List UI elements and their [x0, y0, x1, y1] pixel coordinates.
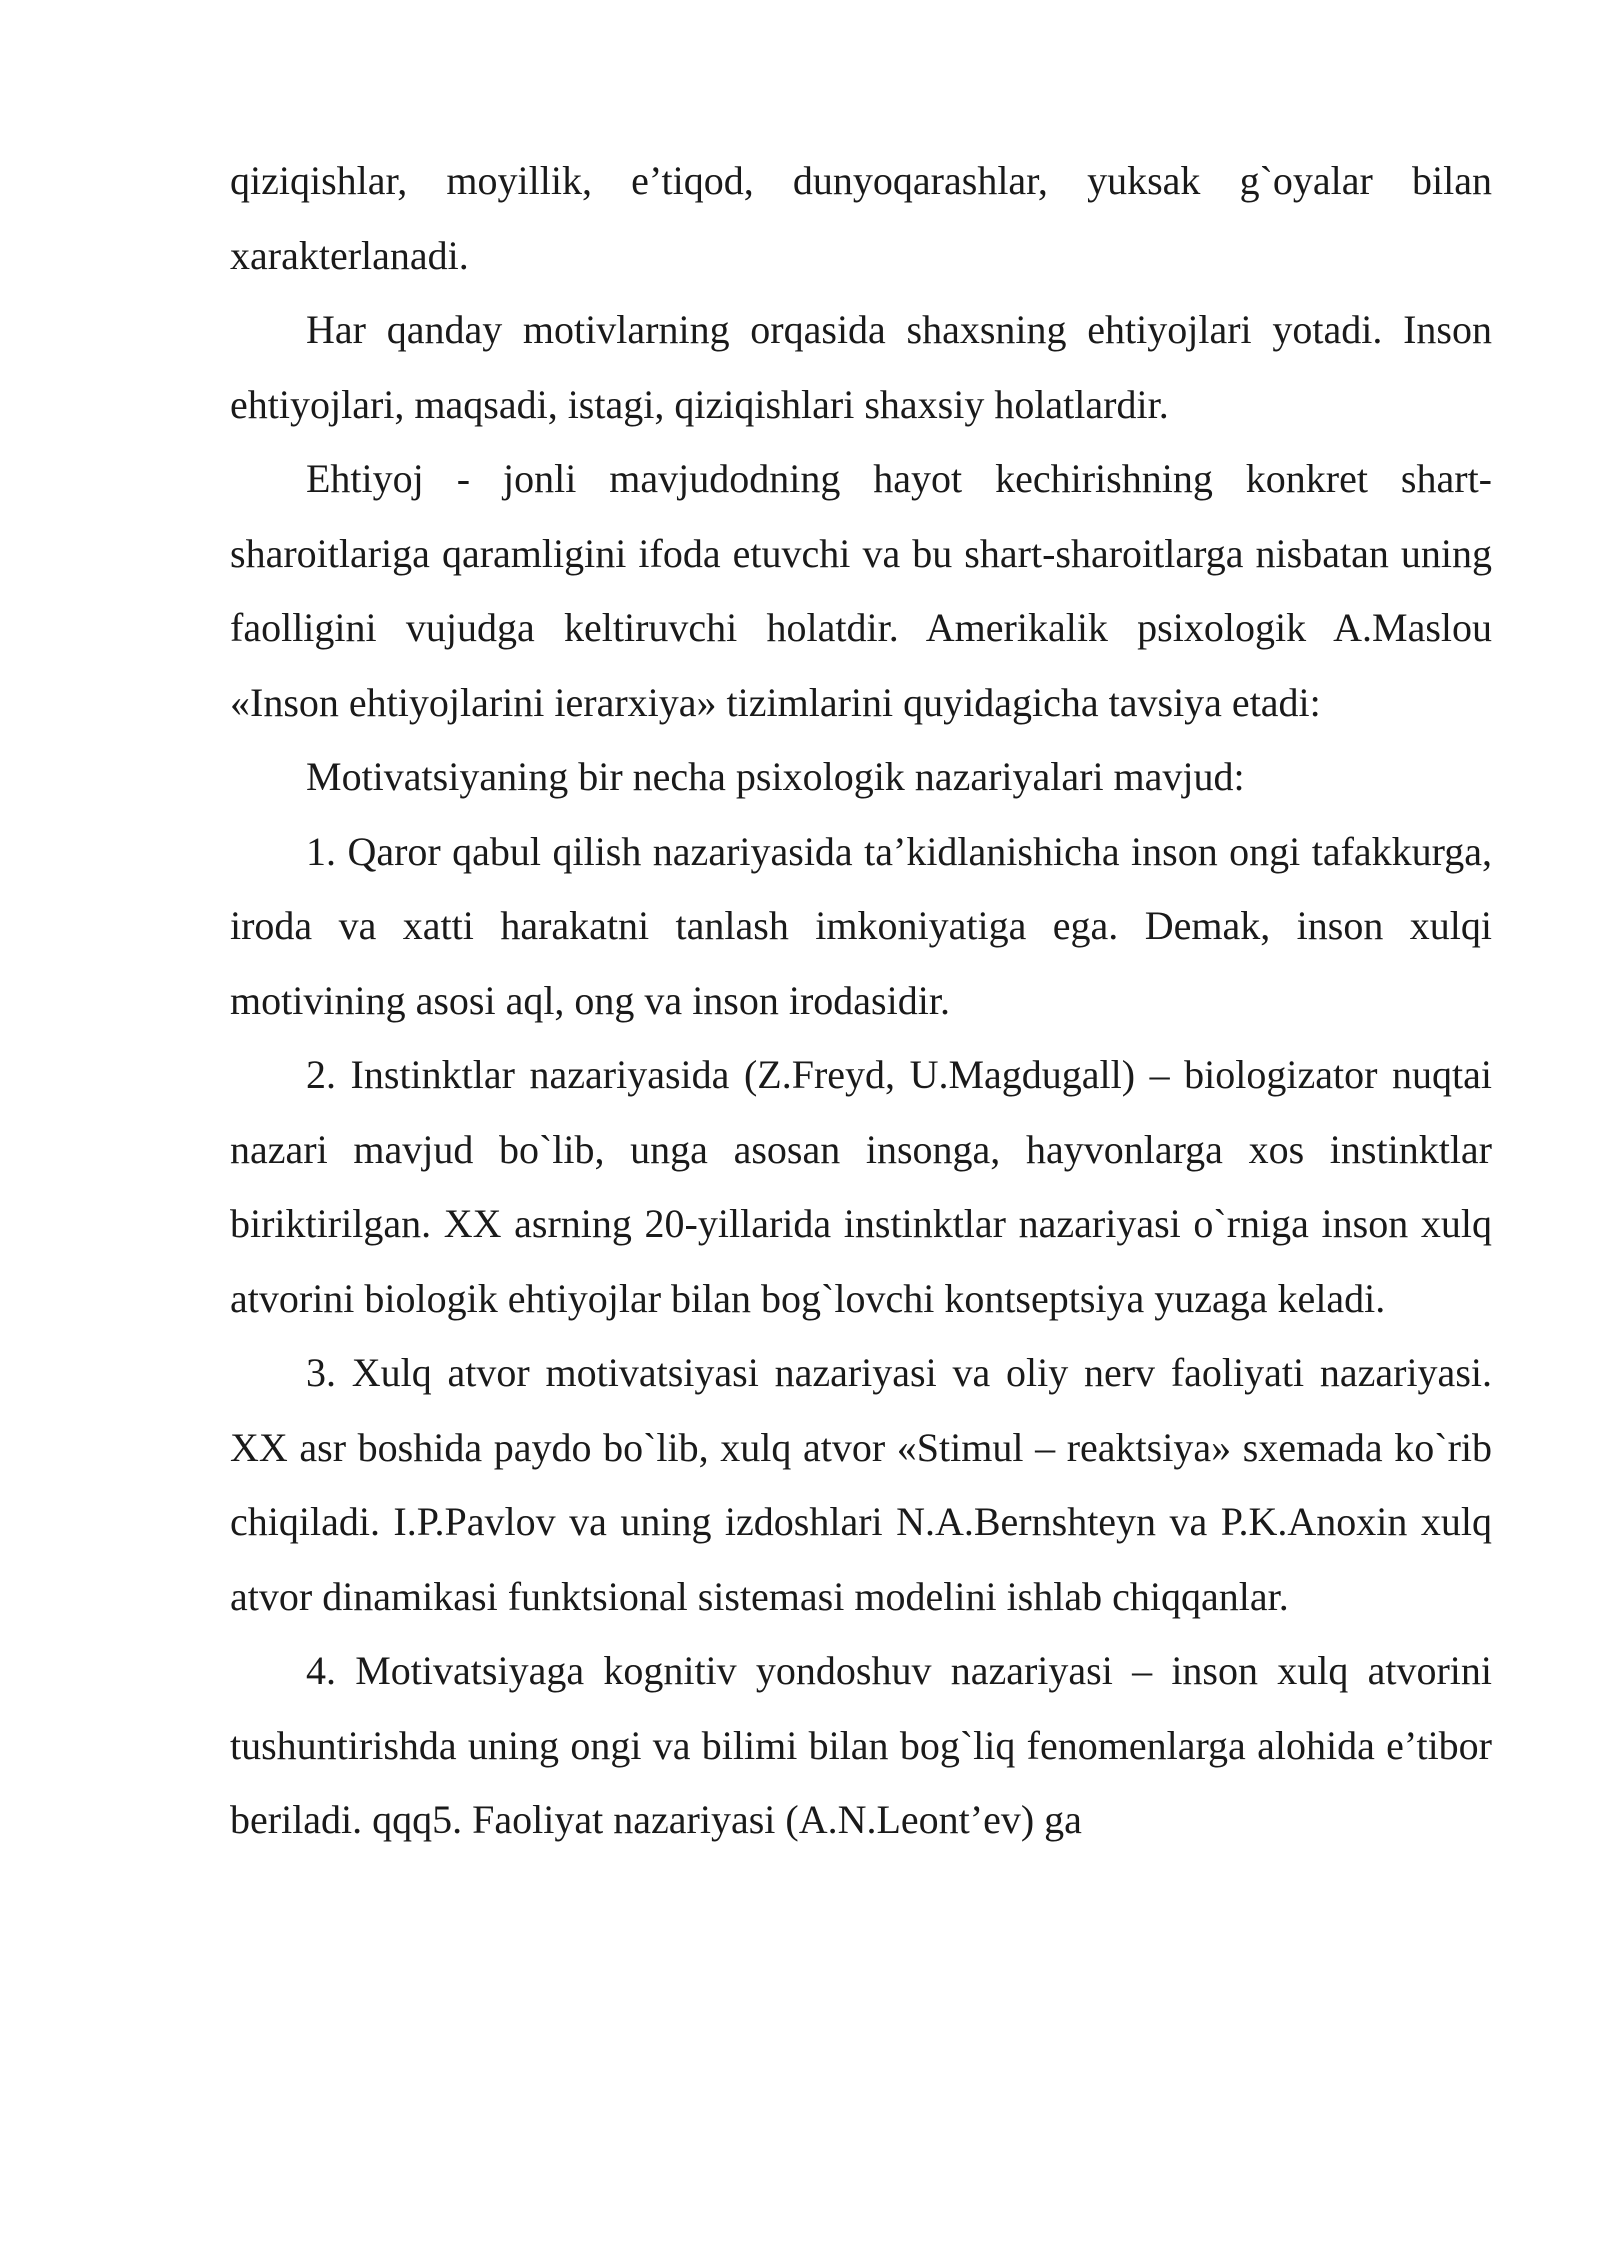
paragraph-2: Har qanday motivlarning orqasida shaxsning ehtiyojlari yotadi. Inson ehtiyojlari, maqsadi, istagi, qiziqishlari shaxsiy holatlardir. — [230, 307, 1492, 427]
paragraph-7: 3. Xulq atvor motivatsiyasi nazariyasi va oliy nerv faoliyati nazariyasi. XX asr boshida paydo bo`lib, xulq atvor «Stimul – reaktsiya» sxemada ko`rib chiqiladi. I.P.Pavlov va uning izdoshlari N.A.Bernshteyn va P.K.Anoxin xulq atvor dinamikasi funktsional sistemasi modelini ishlab chiqqanlar. — [230, 1350, 1492, 1619]
paragraph-6: 2. Instinktlar nazariyasida (Z.Freyd, U.Magdugall) – biologizator nuqtai nazari mavjud bo`lib, unga asosan insonga, hayvonlarga xos instinktlar biriktirilgan. XX asrning 20-yillarida instinktlar nazariyasi o`rniga inson xulq atvorini biologik ehtiyojlar bilan bog`lovchi kontseptsiya yuzaga keladi. — [230, 1052, 1492, 1321]
paragraph-4: Motivatsiyaning bir necha psixologik nazariyalari mavjud: — [306, 754, 1245, 799]
paragraph-3: Ehtiyoj - jonli mavjudodning hayot kechirishning konkret shart-sharoitlariga qaramligini ifoda etuvchi va bu shart-sharoitlarga nisbatan uning faolligini vujudga keltiruvchi holatdir. Amerikalik psixologik A.Maslou «Inson ehtiyojlarini ierarxiya» tizimlarini quyidagicha tavsiya etadi: — [230, 456, 1492, 725]
document-body — [230, 144, 1492, 1858]
paragraph-5: 1. Qaror qabul qilish nazariyasida ta’kidlanishicha inson ongi tafakkurga, iroda va xatti harakatni tanlash imkoniyatiga ega. Demak, inson xulqi motivining asosi aql, ong va inson irodasidir. — [230, 828, 1492, 1023]
paragraph-1: qiziqishlar, moyillik, e’tiqod, dunyoqarashlar, yuksak g`oyalar bilan xarakterlanadi. — [230, 158, 1492, 278]
paragraph-8: 4. Motivatsiyaga kognitiv yondoshuv nazariyasi – inson xulq atvorini tushuntirishda uning ongi va bilimi bilan bog`liq fenomenlarga alohida e’tibor beriladi. qqq5. Faoliyat nazariyasi (A.N.Leont’ev) ga — [230, 1648, 1492, 1842]
